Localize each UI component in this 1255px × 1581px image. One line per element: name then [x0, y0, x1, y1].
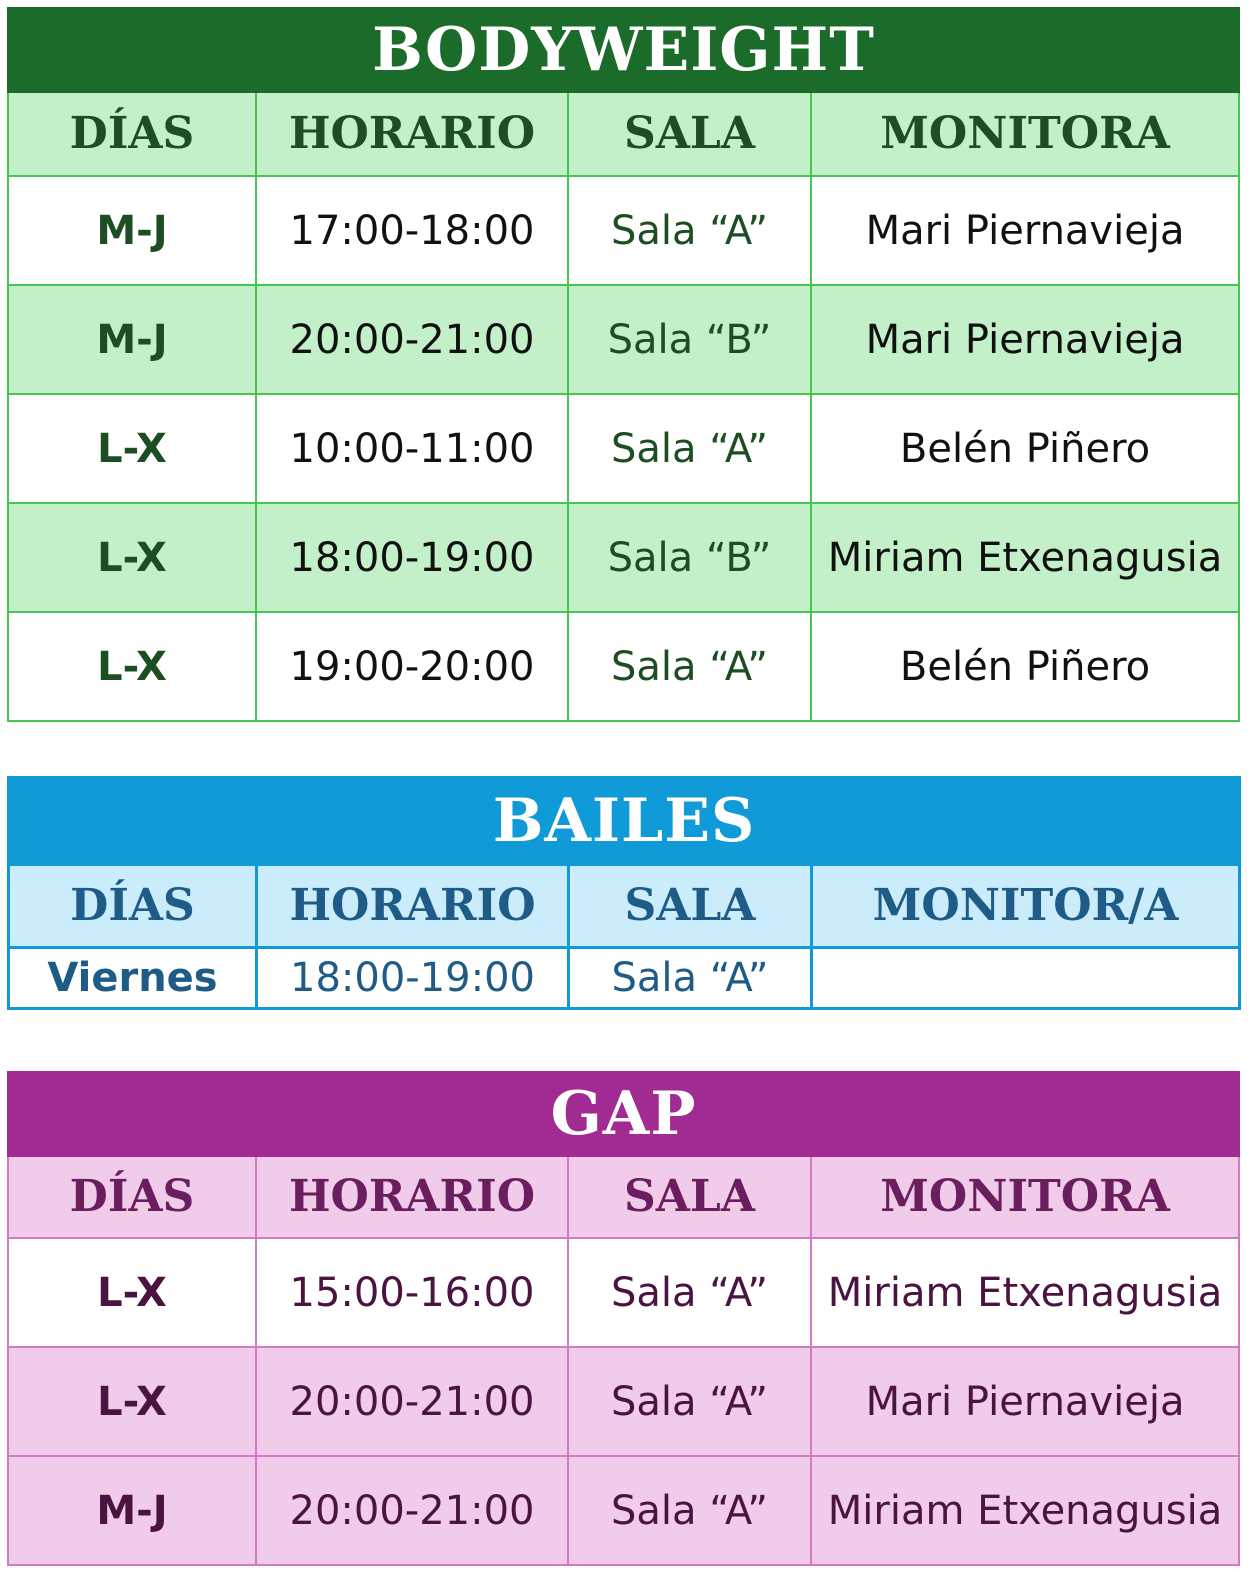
cell-sala: Sala “A”: [568, 1456, 811, 1565]
cell-dias: L-X: [8, 1238, 256, 1347]
cell-horario: 18:00-19:00: [256, 503, 568, 612]
cell-monitora: Miriam Etxenagusia: [811, 1456, 1239, 1565]
header-monitor-a: MONITOR/A: [812, 865, 1240, 948]
cell-sala: Sala “A”: [568, 1347, 811, 1456]
cell-monitor-a: [812, 948, 1240, 1009]
cell-dias: Viernes: [9, 948, 257, 1009]
cell-monitora: Miriam Etxenagusia: [811, 503, 1239, 612]
gap-schedule-table: [7, 1071, 1240, 1566]
bailes-title: BAILES: [9, 778, 1240, 865]
gap-title: GAP: [8, 1072, 1239, 1156]
header-sala: SALA: [568, 92, 811, 176]
cell-sala: Sala “A”: [569, 948, 812, 1009]
header-dias: DÍAS: [8, 1156, 256, 1238]
header-row: [9, 865, 1240, 948]
header-horario: HORARIO: [256, 92, 568, 176]
cell-sala: Sala “A”: [568, 1238, 811, 1347]
cell-dias: L-X: [8, 503, 256, 612]
table-row: [8, 176, 1239, 285]
cell-sala: Sala “A”: [568, 394, 811, 503]
table-row: [8, 394, 1239, 503]
cell-dias: L-X: [8, 394, 256, 503]
header-monitora: MONITORA: [811, 1156, 1239, 1238]
cell-monitora: Miriam Etxenagusia: [811, 1238, 1239, 1347]
header-row: [8, 92, 1239, 176]
table-row: [8, 1238, 1239, 1347]
bodyweight-title: BODYWEIGHT: [8, 8, 1239, 92]
cell-dias: L-X: [8, 1347, 256, 1456]
cell-horario: 20:00-21:00: [256, 1347, 568, 1456]
table-row: [8, 285, 1239, 394]
table-row: [8, 503, 1239, 612]
cell-sala: Sala “B”: [568, 285, 811, 394]
table-row: [9, 948, 1240, 1009]
cell-horario: 15:00-16:00: [256, 1238, 568, 1347]
table-row: [8, 612, 1239, 721]
cell-horario: 10:00-11:00: [256, 394, 568, 503]
cell-monitora: Mari Piernavieja: [811, 1347, 1239, 1456]
cell-horario: 18:00-19:00: [257, 948, 569, 1009]
bailes-schedule-table: [7, 776, 1241, 1010]
header-monitora: MONITORA: [811, 92, 1239, 176]
cell-sala: Sala “A”: [568, 176, 811, 285]
cell-dias: M-J: [8, 176, 256, 285]
cell-horario: 19:00-20:00: [256, 612, 568, 721]
header-dias: DÍAS: [8, 92, 256, 176]
cell-horario: 17:00-18:00: [256, 176, 568, 285]
header-sala: SALA: [569, 865, 812, 948]
bodyweight-schedule-table: [7, 7, 1240, 722]
cell-monitora: Mari Piernavieja: [811, 176, 1239, 285]
cell-sala: Sala “B”: [568, 503, 811, 612]
cell-monitora: Mari Piernavieja: [811, 285, 1239, 394]
cell-dias: M-J: [8, 1456, 256, 1565]
table-title-row: [8, 1072, 1239, 1156]
cell-dias: L-X: [8, 612, 256, 721]
table-row: [8, 1347, 1239, 1456]
cell-dias: M-J: [8, 285, 256, 394]
cell-horario: 20:00-21:00: [256, 1456, 568, 1565]
header-sala: SALA: [568, 1156, 811, 1238]
cell-monitora: Belén Piñero: [811, 394, 1239, 503]
header-horario: HORARIO: [257, 865, 569, 948]
cell-sala: Sala “A”: [568, 612, 811, 721]
header-row: [8, 1156, 1239, 1238]
header-dias: DÍAS: [9, 865, 257, 948]
table-row: [8, 1456, 1239, 1565]
table-title-row: [9, 778, 1240, 865]
header-horario: HORARIO: [256, 1156, 568, 1238]
cell-monitora: Belén Piñero: [811, 612, 1239, 721]
cell-horario: 20:00-21:00: [256, 285, 568, 394]
table-title-row: [8, 8, 1239, 92]
